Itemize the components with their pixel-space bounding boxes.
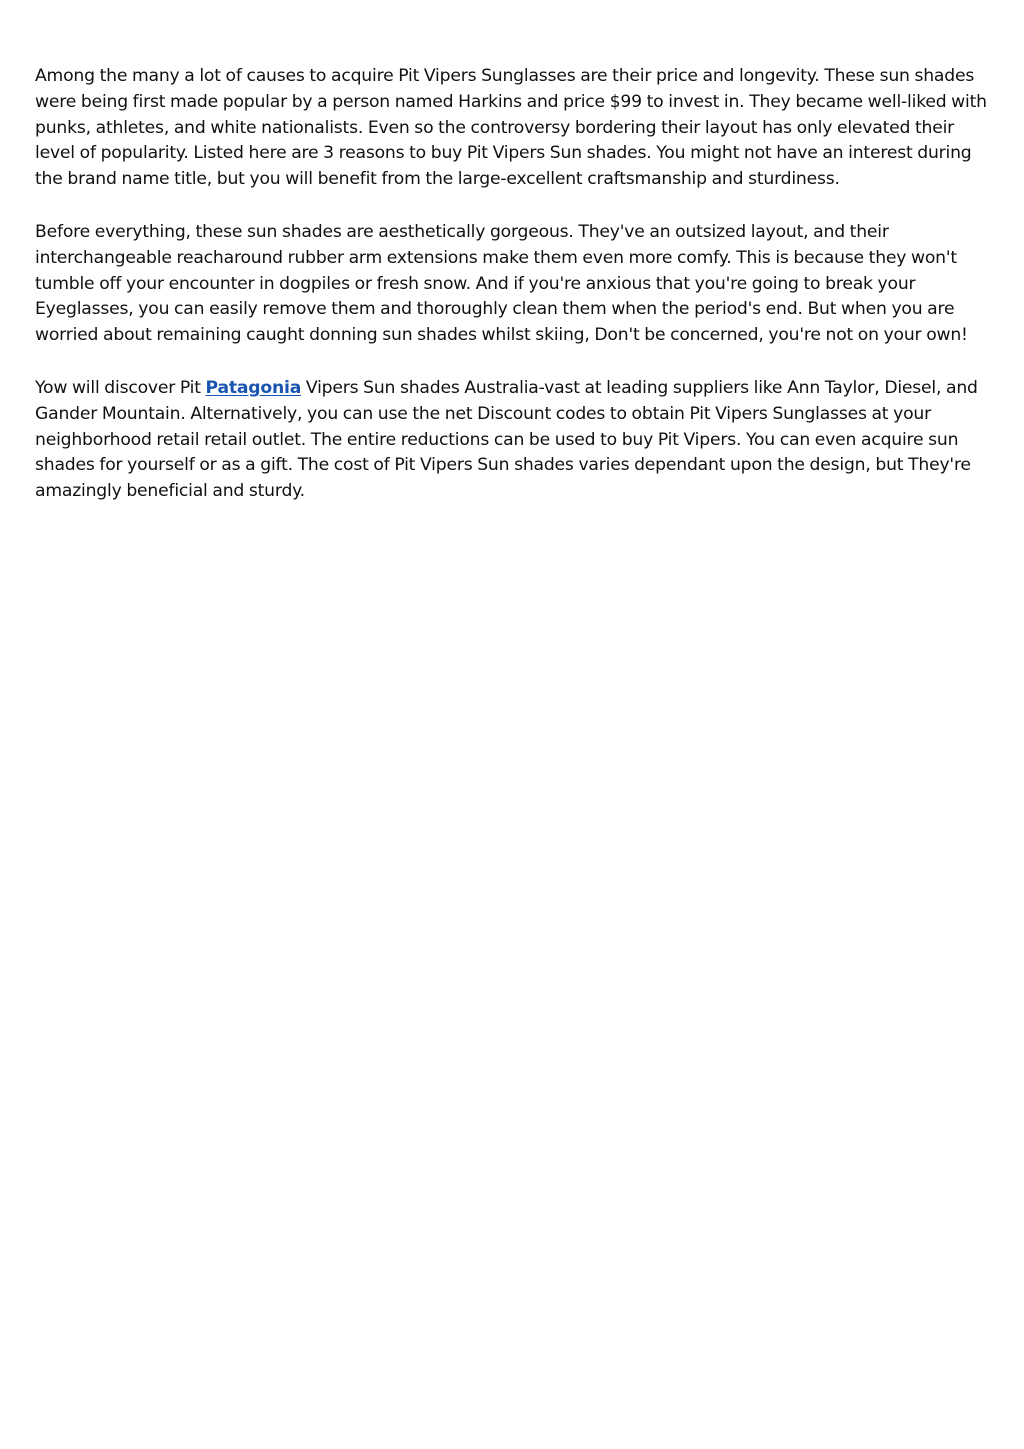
- paragraph-2: Before everything, these sun shades are aesthetically gorgeous. They've an outsized layout, and their interchangeable reacharound rubber arm extensions make them even more comfy. This is because they won't tumble off your encounter in dogpiles or fresh snow. And if you're anxious that you're going to break your Eyeglasses, you can easily remove them and thoroughly clean them when the period's end. But when you are worried about remaining caught donning sun shades whilst skiing, Don't be concerned, you're not on your own!: [35, 221, 968, 346]
- paragraph-3-text-before-link: Yow will discover Pit: [35, 377, 206, 398]
- paragraph-1: Among the many a lot of causes to acquire Pit Vipers Sunglasses are their price and longevity. These sun shades were being first made popular by a person named Harkins and price $99 to invest in. They became well-liked with punks, athletes, and white nationalists. Even so the controversy bordering their layout has only elevated their level of popularity. Listed here are 3 reasons to buy Pit Vipers Sun shades. You might not have an interest during the brand name title, but you will benefit from the large-excellent craftsmanship and sturdiness.: [35, 66, 987, 190]
- document-body: [35, 64, 995, 532]
- paragraph-3: [35, 376, 995, 505]
- patagonia-link[interactable]: Patagonia: [205, 377, 302, 398]
- paragraph-3-text-after-link: Vipers Sun shades Australia-vast at leading suppliers like Ann Taylor, Diesel, and Gander Mountain. Alternatively, you can use the net Discount codes to obtain Pit Vipers Sunglasses at your neighborhood retail retail outlet. The entire reductions can be used to buy Pit Vipers. You can even acquire sun shades for yourself or as a gift. The cost of Pit Vipers Sun shades varies dependant upon the design, but They're amazingly beneficial and sturdy.: [35, 377, 978, 502]
